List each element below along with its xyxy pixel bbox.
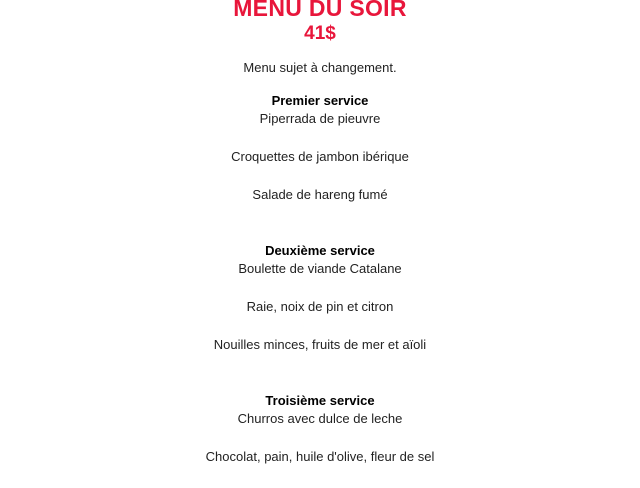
menu-item: Raie, noix de pin et citron	[246, 299, 394, 314]
menu-item: Nouilles minces, fruits de mer et aïoli	[213, 337, 427, 352]
menu-item: Piperrada de pieuvre	[259, 111, 381, 126]
menu-item: Chocolat, pain, huile d'olive, fleur de sel	[205, 449, 435, 464]
menu-price: 41$	[304, 23, 336, 44]
section-troisieme-service	[0, 392, 640, 486]
section-premier-service	[0, 92, 640, 224]
menu-note: Menu sujet à changement.	[243, 60, 397, 75]
menu-item: Croquettes de jambon ibérique	[231, 149, 409, 164]
menu-item: Churros avec dulce de leche	[237, 411, 403, 426]
section-title: Premier service	[271, 93, 369, 108]
section-title: Deuxième service	[265, 243, 375, 258]
menu-item: Salade de hareng fumé	[252, 187, 388, 202]
menu-title: MENU DU SOIR	[233, 0, 407, 21]
section-title: Troisième service	[265, 393, 375, 408]
section-deuxieme-service	[0, 242, 640, 374]
menu-item: Boulette de viande Catalane	[238, 261, 402, 276]
